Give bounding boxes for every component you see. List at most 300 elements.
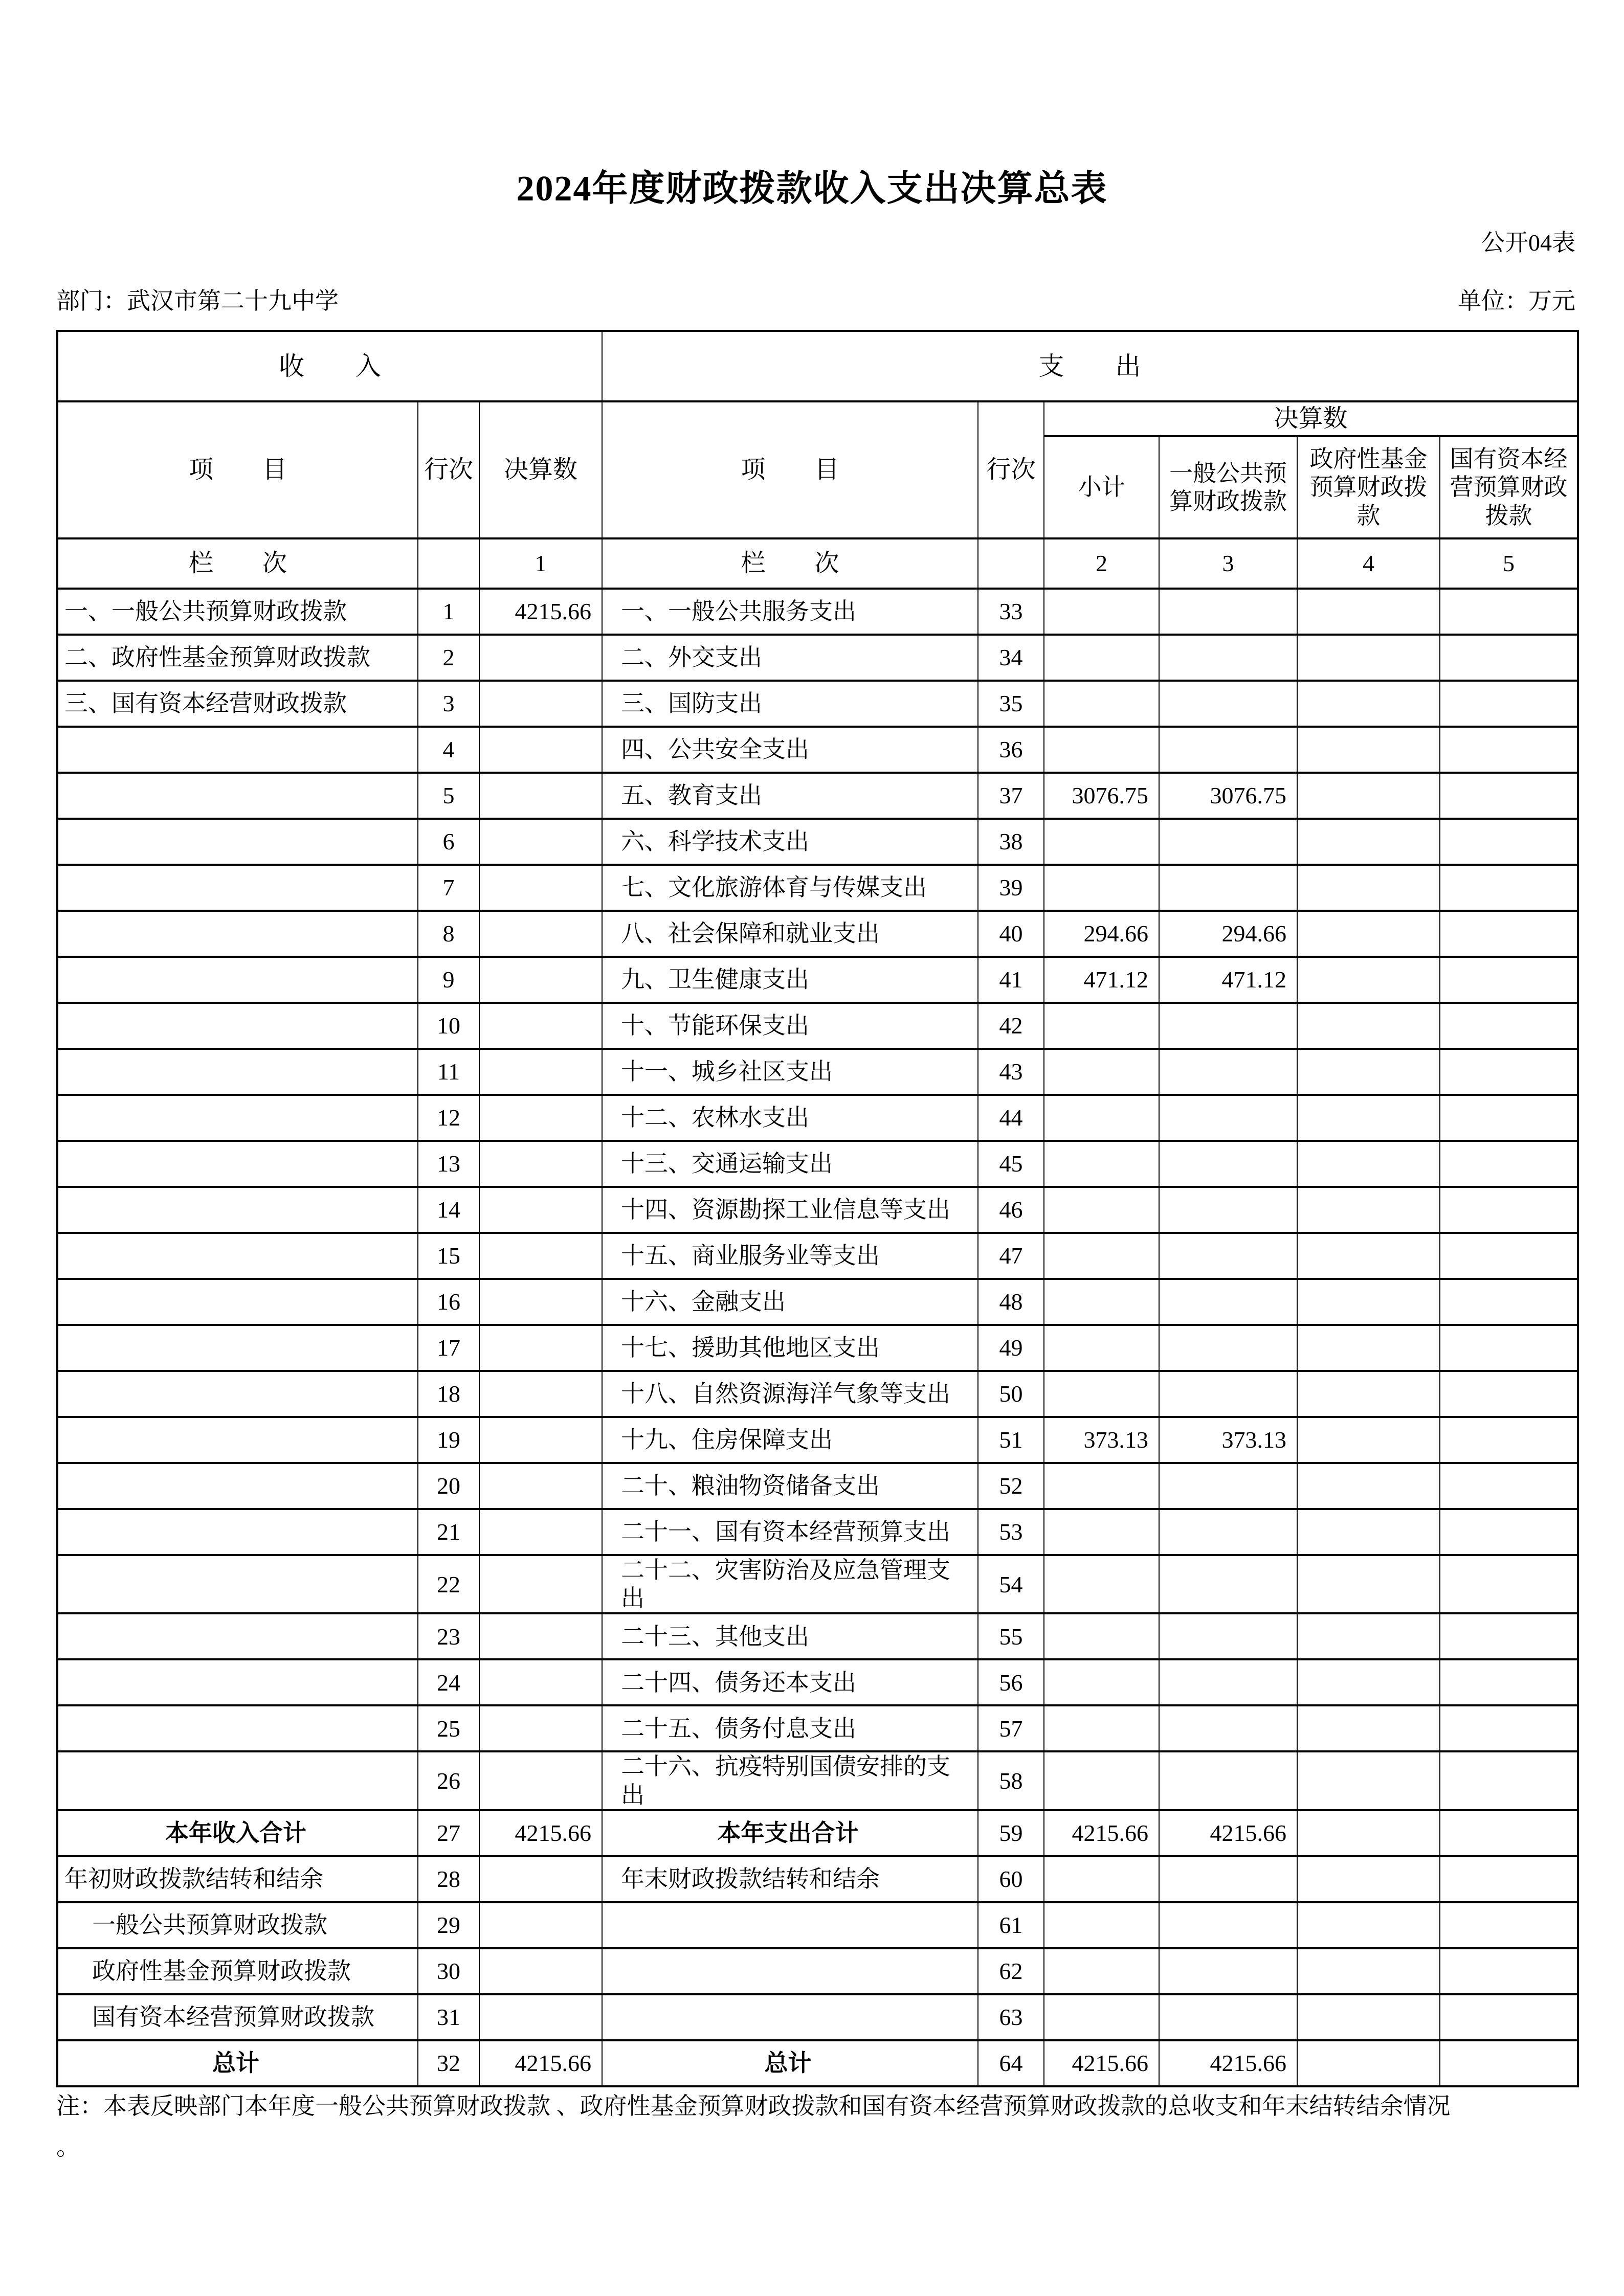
expenditure-item-cell: 二十一、国有资本经营预算支出 — [602, 1509, 978, 1555]
expenditure-state-capital-cell — [1440, 819, 1578, 865]
income-item-cell: 一般公共预算财政拨款 — [57, 1902, 418, 1948]
expenditure-state-capital-cell — [1440, 1810, 1578, 1856]
income-item-cell — [57, 1417, 418, 1463]
expenditure-gov-fund-cell — [1297, 1463, 1440, 1509]
expenditure-row-no-cell: 53 — [978, 1509, 1044, 1555]
table-row — [57, 727, 1578, 773]
expenditure-general-budget-cell — [1159, 1555, 1297, 1613]
table-body — [57, 589, 1578, 2086]
expenditure-row-no-cell: 45 — [978, 1141, 1044, 1187]
expenditure-row-no-cell: 40 — [978, 911, 1044, 957]
expenditure-subtotal-cell — [1044, 1509, 1159, 1555]
table-row — [57, 1948, 1578, 1994]
expenditure-gov-fund-cell — [1297, 1417, 1440, 1463]
expenditure-subtotal-cell — [1044, 1233, 1159, 1279]
expenditure-subtotal-cell: 4215.66 — [1044, 1810, 1159, 1856]
expenditure-subtotal-cell — [1044, 1659, 1159, 1705]
expenditure-state-capital-cell — [1440, 1948, 1578, 1994]
expenditure-general-budget-cell: 294.66 — [1159, 911, 1297, 957]
expenditure-row-no-cell: 55 — [978, 1613, 1044, 1659]
expenditure-row-no-cell: 35 — [978, 681, 1044, 727]
expenditure-gov-fund-cell — [1297, 865, 1440, 911]
income-item-cell — [57, 727, 418, 773]
table-row — [57, 773, 1578, 819]
expenditure-gov-fund-cell — [1297, 1049, 1440, 1095]
income-row-no-cell: 10 — [418, 1003, 479, 1049]
column-header-row-1 — [57, 401, 1578, 436]
income-item-cell — [57, 1555, 418, 1613]
table-row — [57, 957, 1578, 1003]
expenditure-item-cell: 年末财政拨款结转和结余 — [602, 1856, 978, 1902]
expenditure-state-capital-cell — [1440, 1095, 1578, 1141]
expenditure-row-no-cell: 61 — [978, 1902, 1044, 1948]
empty-cell — [418, 538, 479, 589]
table-row — [57, 635, 1578, 681]
expenditure-state-capital-cell — [1440, 1279, 1578, 1325]
expenditure-subtotal-cell — [1044, 1948, 1159, 1994]
expenditure-item-column-header: 项 目 — [602, 401, 978, 538]
income-row-no-cell: 25 — [418, 1705, 479, 1751]
income-item-cell: 二、政府性基金预算财政拨款 — [57, 635, 418, 681]
expenditure-item-cell: 本年支出合计 — [602, 1810, 978, 1856]
income-row-no-cell: 15 — [418, 1233, 479, 1279]
income-row-no-cell: 1 — [418, 589, 479, 635]
state-capital-column-header: 国有资本经营预算财政拨款 — [1440, 436, 1578, 538]
expenditure-general-budget-cell — [1159, 1856, 1297, 1902]
expenditure-gov-fund-cell — [1297, 819, 1440, 865]
expenditure-item-cell: 十八、自然资源海洋气象等支出 — [602, 1371, 978, 1417]
income-row-no-cell: 3 — [418, 681, 479, 727]
table-row — [57, 589, 1578, 635]
expenditure-general-budget-cell — [1159, 1141, 1297, 1187]
expenditure-subtotal-cell: 471.12 — [1044, 957, 1159, 1003]
expenditure-item-cell: 十一、城乡社区支出 — [602, 1049, 978, 1095]
income-item-cell — [57, 1233, 418, 1279]
expenditure-row-no-cell: 50 — [978, 1371, 1044, 1417]
expenditure-subtotal-cell — [1044, 865, 1159, 911]
income-row-no-cell: 8 — [418, 911, 479, 957]
expenditure-item-cell: 八、社会保障和就业支出 — [602, 911, 978, 957]
income-amount-cell — [479, 1325, 602, 1371]
expenditure-item-cell: 十五、商业服务业等支出 — [602, 1233, 978, 1279]
income-amount-cell — [479, 635, 602, 681]
expenditure-row-no-cell: 51 — [978, 1417, 1044, 1463]
income-row-no-cell: 16 — [418, 1279, 479, 1325]
table-row — [57, 819, 1578, 865]
expenditure-row-no-cell: 59 — [978, 1810, 1044, 1856]
expenditure-gov-fund-cell — [1297, 1325, 1440, 1371]
expenditure-subtotal-cell — [1044, 1003, 1159, 1049]
income-row-no-cell: 23 — [418, 1613, 479, 1659]
income-row-no-cell: 12 — [418, 1095, 479, 1141]
expenditure-state-capital-cell — [1440, 1325, 1578, 1371]
expenditure-general-budget-cell — [1159, 1463, 1297, 1509]
income-amount-cell — [479, 1948, 602, 1994]
income-amount-cell — [479, 957, 602, 1003]
income-row-no-cell: 26 — [418, 1751, 479, 1810]
table-row — [57, 1994, 1578, 2040]
income-amount-cell — [479, 1555, 602, 1613]
expenditure-row-no-cell: 60 — [978, 1856, 1044, 1902]
income-item-cell: 政府性基金预算财政拨款 — [57, 1948, 418, 1994]
expenditure-item-cell: 五、教育支出 — [602, 773, 978, 819]
table-row — [57, 1463, 1578, 1509]
expenditure-item-cell — [602, 1948, 978, 1994]
income-item-cell — [57, 1141, 418, 1187]
income-row-no-cell: 18 — [418, 1371, 479, 1417]
expenditure-item-cell: 七、文化旅游体育与传媒支出 — [602, 865, 978, 911]
income-item-cell — [57, 1003, 418, 1049]
expenditure-general-budget-cell — [1159, 1233, 1297, 1279]
expenditure-item-cell: 十三、交通运输支出 — [602, 1141, 978, 1187]
expenditure-state-capital-cell — [1440, 1417, 1578, 1463]
income-item-column-header: 项 目 — [57, 401, 418, 538]
expenditure-general-budget-cell: 471.12 — [1159, 957, 1297, 1003]
income-item-cell: 年初财政拨款结转和结余 — [57, 1856, 418, 1902]
income-row-no-cell: 7 — [418, 865, 479, 911]
section-header-row — [57, 331, 1578, 401]
expenditure-subtotal-cell — [1044, 681, 1159, 727]
income-row-no-cell: 9 — [418, 957, 479, 1003]
expenditure-gov-fund-cell — [1297, 1810, 1440, 1856]
final-accounts-table — [56, 330, 1579, 2087]
expenditure-column-index-4: 4 — [1297, 538, 1440, 589]
income-amount-cell — [479, 1463, 602, 1509]
expenditure-state-capital-cell — [1440, 681, 1578, 727]
expenditure-state-capital-cell — [1440, 2040, 1578, 2086]
income-amount-cell — [479, 1659, 602, 1705]
expenditure-gov-fund-cell — [1297, 681, 1440, 727]
expenditure-state-capital-cell — [1440, 1187, 1578, 1233]
expenditure-general-budget-cell — [1159, 727, 1297, 773]
income-item-cell — [57, 865, 418, 911]
income-item-cell — [57, 957, 418, 1003]
expenditure-gov-fund-cell — [1297, 1856, 1440, 1902]
expenditure-row-no-cell: 62 — [978, 1948, 1044, 1994]
income-row-no-column-header: 行次 — [418, 401, 479, 538]
final-accounts-table-wrapper — [56, 330, 1579, 2087]
expenditure-item-cell: 二十五、债务付息支出 — [602, 1705, 978, 1751]
income-item-cell: 本年收入合计 — [57, 1810, 418, 1856]
table-row — [57, 1417, 1578, 1463]
expenditure-general-budget-cell — [1159, 681, 1297, 727]
expenditure-state-capital-cell — [1440, 635, 1578, 681]
income-amount-cell — [479, 727, 602, 773]
expenditure-state-capital-cell — [1440, 1509, 1578, 1555]
note-line-2: 。 — [56, 2134, 80, 2160]
expenditure-row-no-cell: 56 — [978, 1659, 1044, 1705]
expenditure-item-cell: 十、节能环保支出 — [602, 1003, 978, 1049]
expenditure-state-capital-cell — [1440, 1751, 1578, 1810]
table-row — [57, 1902, 1578, 1948]
expenditure-gov-fund-cell — [1297, 1555, 1440, 1613]
income-final-amount-column-header: 决算数 — [479, 401, 602, 538]
note-line-1: 注：本表反映部门本年度一般公共预算财政拨款 、政府性基金预算财政拨款和国有资本经营预算财政拨款的总收支和年末结转结余情况 — [56, 2093, 1451, 2119]
income-item-cell — [57, 1325, 418, 1371]
expenditure-subtotal-cell — [1044, 1049, 1159, 1095]
income-item-cell: 国有资本经营预算财政拨款 — [57, 1994, 418, 2040]
expenditure-gov-fund-cell — [1297, 1141, 1440, 1187]
income-amount-cell — [479, 1049, 602, 1095]
expenditure-column-index-label: 栏 次 — [602, 538, 978, 589]
table-row — [57, 1325, 1578, 1371]
expenditure-state-capital-cell — [1440, 773, 1578, 819]
income-row-no-cell: 20 — [418, 1463, 479, 1509]
income-row-no-cell: 5 — [418, 773, 479, 819]
expenditure-item-cell: 十四、资源勘探工业信息等支出 — [602, 1187, 978, 1233]
expenditure-gov-fund-cell — [1297, 1994, 1440, 2040]
expenditure-gov-fund-cell — [1297, 1705, 1440, 1751]
expenditure-gov-fund-cell — [1297, 1902, 1440, 1948]
table-row — [57, 865, 1578, 911]
expenditure-state-capital-cell — [1440, 865, 1578, 911]
expenditure-subtotal-cell: 294.66 — [1044, 911, 1159, 957]
expenditure-item-cell: 二十四、债务还本支出 — [602, 1659, 978, 1705]
expenditure-item-cell: 十二、农林水支出 — [602, 1095, 978, 1141]
table-row — [57, 1751, 1578, 1810]
expenditure-item-cell: 总计 — [602, 2040, 978, 2086]
table-row — [57, 1810, 1578, 1856]
table-row — [57, 1187, 1578, 1233]
table-row — [57, 1555, 1578, 1613]
expenditure-general-budget-cell: 373.13 — [1159, 1417, 1297, 1463]
expenditure-general-budget-cell — [1159, 1705, 1297, 1751]
income-amount-cell — [479, 1187, 602, 1233]
income-item-cell — [57, 819, 418, 865]
expenditure-subtotal-cell: 4215.66 — [1044, 2040, 1159, 2086]
income-amount-cell — [479, 1705, 602, 1751]
expenditure-subtotal-cell — [1044, 1095, 1159, 1141]
income-item-cell — [57, 1463, 418, 1509]
expenditure-row-no-cell: 34 — [978, 635, 1044, 681]
income-amount-cell — [479, 1233, 602, 1279]
income-amount-cell — [479, 1003, 602, 1049]
department-label: 部门：武汉市第二十九中学 — [56, 288, 339, 314]
expenditure-general-budget-cell — [1159, 1613, 1297, 1659]
expenditure-state-capital-cell — [1440, 1003, 1578, 1049]
gov-fund-column-header: 政府性基金预算财政拨款 — [1297, 436, 1440, 538]
table-row — [57, 1613, 1578, 1659]
expenditure-state-capital-cell — [1440, 1613, 1578, 1659]
income-row-no-cell: 22 — [418, 1555, 479, 1613]
general-budget-column-header: 一般公共预算财政拨款 — [1159, 436, 1297, 538]
expenditure-general-budget-cell — [1159, 1948, 1297, 1994]
income-row-no-cell: 2 — [418, 635, 479, 681]
expenditure-row-no-cell: 64 — [978, 2040, 1044, 2086]
income-item-cell — [57, 1187, 418, 1233]
income-row-no-cell: 31 — [418, 1994, 479, 2040]
expenditure-item-cell: 十九、住房保障支出 — [602, 1417, 978, 1463]
income-item-cell — [57, 1751, 418, 1810]
income-item-cell — [57, 1705, 418, 1751]
expenditure-subtotal-cell — [1044, 1994, 1159, 2040]
expenditure-column-index-5: 5 — [1440, 538, 1578, 589]
income-amount-cell — [479, 1856, 602, 1902]
income-amount-cell — [479, 681, 602, 727]
table-row — [57, 1705, 1578, 1751]
income-item-cell — [57, 911, 418, 957]
expenditure-subtotal-cell — [1044, 635, 1159, 681]
expenditure-item-cell: 四、公共安全支出 — [602, 727, 978, 773]
expenditure-subtotal-cell — [1044, 589, 1159, 635]
expenditure-general-budget-cell — [1159, 1994, 1297, 2040]
expenditure-row-no-cell: 49 — [978, 1325, 1044, 1371]
income-amount-cell — [479, 1371, 602, 1417]
table-row — [57, 681, 1578, 727]
expenditure-state-capital-cell — [1440, 957, 1578, 1003]
income-column-index-label: 栏 次 — [57, 538, 418, 589]
table-row — [57, 1003, 1578, 1049]
expenditure-subtotal-cell — [1044, 1856, 1159, 1902]
expenditure-state-capital-cell — [1440, 1659, 1578, 1705]
expenditure-subtotal-cell — [1044, 727, 1159, 773]
income-item-cell — [57, 1049, 418, 1095]
income-section-header: 收 入 — [57, 331, 602, 401]
expenditure-gov-fund-cell — [1297, 1509, 1440, 1555]
expenditure-item-cell: 二十三、其他支出 — [602, 1613, 978, 1659]
expenditure-row-no-cell: 46 — [978, 1187, 1044, 1233]
expenditure-state-capital-cell — [1440, 1233, 1578, 1279]
table-row — [57, 1509, 1578, 1555]
expenditure-state-capital-cell — [1440, 1555, 1578, 1613]
expenditure-general-budget-cell — [1159, 635, 1297, 681]
income-item-cell — [57, 1509, 418, 1555]
expenditure-subtotal-cell — [1044, 1371, 1159, 1417]
expenditure-general-budget-cell — [1159, 1003, 1297, 1049]
income-amount-cell: 4215.66 — [479, 2040, 602, 2086]
expenditure-item-cell: 二十六、抗疫特别国债安排的支出 — [602, 1751, 978, 1810]
expenditure-gov-fund-cell — [1297, 1371, 1440, 1417]
income-amount-cell — [479, 1141, 602, 1187]
column-index-row — [57, 538, 1578, 589]
table-row — [57, 2040, 1578, 2086]
expenditure-row-no-cell: 37 — [978, 773, 1044, 819]
expenditure-state-capital-cell — [1440, 1463, 1578, 1509]
income-amount-cell — [479, 1902, 602, 1948]
expenditure-subtotal-cell — [1044, 1325, 1159, 1371]
income-item-cell — [57, 1279, 418, 1325]
income-amount-cell — [479, 1994, 602, 2040]
expenditure-gov-fund-cell — [1297, 1613, 1440, 1659]
expenditure-row-no-cell: 47 — [978, 1233, 1044, 1279]
expenditure-row-no-column-header: 行次 — [978, 401, 1044, 538]
expenditure-subtotal-cell — [1044, 1751, 1159, 1810]
expenditure-item-cell — [602, 1902, 978, 1948]
income-amount-cell — [479, 1613, 602, 1659]
expenditure-item-cell: 一、一般公共服务支出 — [602, 589, 978, 635]
income-item-cell: 三、国有资本经营财政拨款 — [57, 681, 418, 727]
expenditure-general-budget-cell: 4215.66 — [1159, 1810, 1297, 1856]
expenditure-row-no-cell: 57 — [978, 1705, 1044, 1751]
expenditure-general-budget-cell — [1159, 1049, 1297, 1095]
expenditure-row-no-cell: 44 — [978, 1095, 1044, 1141]
expenditure-gov-fund-cell — [1297, 773, 1440, 819]
expenditure-general-budget-cell — [1159, 1279, 1297, 1325]
table-row — [57, 1095, 1578, 1141]
expenditure-item-cell: 十六、金融支出 — [602, 1279, 978, 1325]
expenditure-gov-fund-cell — [1297, 2040, 1440, 2086]
income-row-no-cell: 17 — [418, 1325, 479, 1371]
expenditure-item-cell: 二、外交支出 — [602, 635, 978, 681]
expenditure-row-no-cell: 39 — [978, 865, 1044, 911]
income-row-no-cell: 19 — [418, 1417, 479, 1463]
expenditure-subtotal-cell: 373.13 — [1044, 1417, 1159, 1463]
income-row-no-cell: 28 — [418, 1856, 479, 1902]
form-number-label: 公开04表 — [1481, 230, 1575, 256]
expenditure-item-cell: 六、科学技术支出 — [602, 819, 978, 865]
expenditure-row-no-cell: 58 — [978, 1751, 1044, 1810]
expenditure-subtotal-cell — [1044, 1187, 1159, 1233]
expenditure-general-budget-cell — [1159, 1902, 1297, 1948]
income-item-cell — [57, 1371, 418, 1417]
income-amount-cell — [479, 911, 602, 957]
expenditure-gov-fund-cell — [1297, 589, 1440, 635]
table-row — [57, 1049, 1578, 1095]
expenditure-row-no-cell: 33 — [978, 589, 1044, 635]
income-row-no-cell: 4 — [418, 727, 479, 773]
expenditure-subtotal-cell — [1044, 1463, 1159, 1509]
expenditure-gov-fund-cell — [1297, 1659, 1440, 1705]
expenditure-state-capital-cell — [1440, 589, 1578, 635]
expenditure-gov-fund-cell — [1297, 1003, 1440, 1049]
expenditure-row-no-cell: 38 — [978, 819, 1044, 865]
expenditure-gov-fund-cell — [1297, 1948, 1440, 1994]
expenditure-row-no-cell: 52 — [978, 1463, 1044, 1509]
expenditure-item-cell: 三、国防支出 — [602, 681, 978, 727]
income-row-no-cell: 24 — [418, 1659, 479, 1705]
expenditure-row-no-cell: 43 — [978, 1049, 1044, 1095]
expenditure-item-cell: 二十二、灾害防治及应急管理支出 — [602, 1555, 978, 1613]
income-amount-cell: 4215.66 — [479, 589, 602, 635]
expenditure-state-capital-cell — [1440, 1141, 1578, 1187]
expenditure-subtotal-cell — [1044, 1902, 1159, 1948]
expenditure-state-capital-cell — [1440, 727, 1578, 773]
expenditure-state-capital-cell — [1440, 1049, 1578, 1095]
income-row-no-cell: 13 — [418, 1141, 479, 1187]
table-row — [57, 1233, 1578, 1279]
income-row-no-cell: 21 — [418, 1509, 479, 1555]
expenditure-general-budget-cell — [1159, 1187, 1297, 1233]
expenditure-gov-fund-cell — [1297, 1095, 1440, 1141]
expenditure-item-cell: 二十、粮油物资储备支出 — [602, 1463, 978, 1509]
expenditure-state-capital-cell — [1440, 911, 1578, 957]
expenditure-state-capital-cell — [1440, 1705, 1578, 1751]
expenditure-subtotal-cell — [1044, 1705, 1159, 1751]
expenditure-gov-fund-cell — [1297, 1233, 1440, 1279]
income-item-cell: 总计 — [57, 2040, 418, 2086]
income-row-no-cell: 6 — [418, 819, 479, 865]
expenditure-gov-fund-cell — [1297, 911, 1440, 957]
expenditure-general-budget-cell: 4215.66 — [1159, 2040, 1297, 2086]
income-row-no-cell: 14 — [418, 1187, 479, 1233]
income-amount-cell — [479, 1509, 602, 1555]
subtotal-column-header: 小计 — [1044, 436, 1159, 538]
income-item-cell — [57, 1613, 418, 1659]
income-amount-cell: 4215.66 — [479, 1810, 602, 1856]
table-row — [57, 911, 1578, 957]
income-amount-cell — [479, 865, 602, 911]
income-row-no-cell: 29 — [418, 1902, 479, 1948]
expenditure-section-header: 支 出 — [602, 331, 1578, 401]
expenditure-general-budget-cell — [1159, 1095, 1297, 1141]
income-amount-cell — [479, 773, 602, 819]
expenditure-state-capital-cell — [1440, 1902, 1578, 1948]
income-item-cell — [57, 1095, 418, 1141]
expenditure-subtotal-cell — [1044, 1141, 1159, 1187]
income-amount-cell — [479, 1095, 602, 1141]
expenditure-state-capital-cell — [1440, 1994, 1578, 2040]
expenditure-item-cell — [602, 1994, 978, 2040]
